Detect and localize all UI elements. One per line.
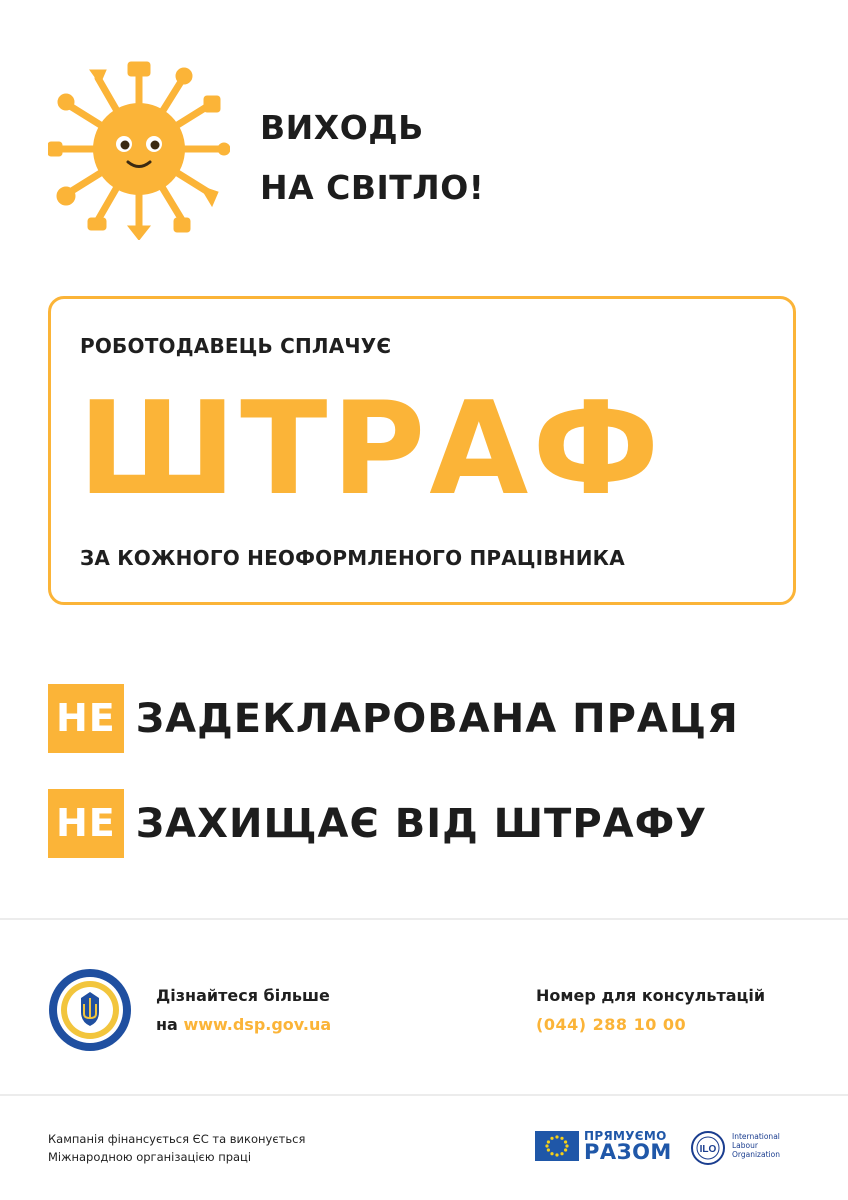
slogan-line-1: ВИХОДЬ: [260, 108, 424, 147]
slogan-line-2: НА СВІТЛО!: [260, 168, 485, 207]
partner-line-2: РАЗОМ: [584, 1140, 672, 1164]
fine-big-word: ШТРАФ: [78, 375, 664, 524]
fine-subheading: ЗА КОЖНОГО НЕОФОРМЛЕНОГО ПРАЦІВНИКА: [80, 546, 625, 570]
ne-badge: НЕ: [48, 684, 124, 753]
ilo-logo-icon: [690, 1130, 726, 1166]
slogan: [260, 98, 484, 218]
funding-line-2: Міжнародною організацією праці: [48, 1150, 252, 1164]
learn-more-text: Дізнайтеся більше: [156, 986, 330, 1005]
funding-line-1: Кампанія фінансується ЄС та виконується: [48, 1132, 306, 1146]
divider: [0, 918, 848, 920]
statement-text: ЗАДЕКЛАРОВАНА ПРАЦЯ: [135, 695, 739, 742]
ilo-line-3: Organization: [732, 1150, 780, 1159]
state-labour-service-seal-icon: [48, 968, 132, 1052]
statement-row: [48, 684, 739, 753]
statement-text: ЗАХИЩАЄ ВІД ШТРАФУ: [135, 800, 708, 847]
phone-number[interactable]: (044) 288 10 00: [536, 1015, 687, 1034]
ilo-name: [732, 1132, 792, 1159]
partner-line-1: ПРЯМУЄМО: [584, 1129, 667, 1143]
svg-text:ILO: ILO: [699, 1144, 717, 1155]
eu-flag-icon: [535, 1131, 579, 1161]
fine-heading: РОБОТОДАВЕЦЬ СПЛАЧУЄ: [80, 334, 392, 358]
sun-with-tools-icon: [48, 58, 230, 240]
ne-badge: НЕ: [48, 789, 124, 858]
ilo-line-2: Labour: [732, 1141, 758, 1150]
statement-row: [48, 789, 707, 858]
ilo-line-1: International: [732, 1132, 780, 1141]
divider: [0, 1094, 848, 1096]
website-line: [156, 1015, 331, 1034]
website-prefix: на: [156, 1015, 178, 1034]
website-link[interactable]: www.dsp.gov.ua: [183, 1015, 332, 1034]
phone-title: Номер для консультацій: [536, 986, 766, 1005]
